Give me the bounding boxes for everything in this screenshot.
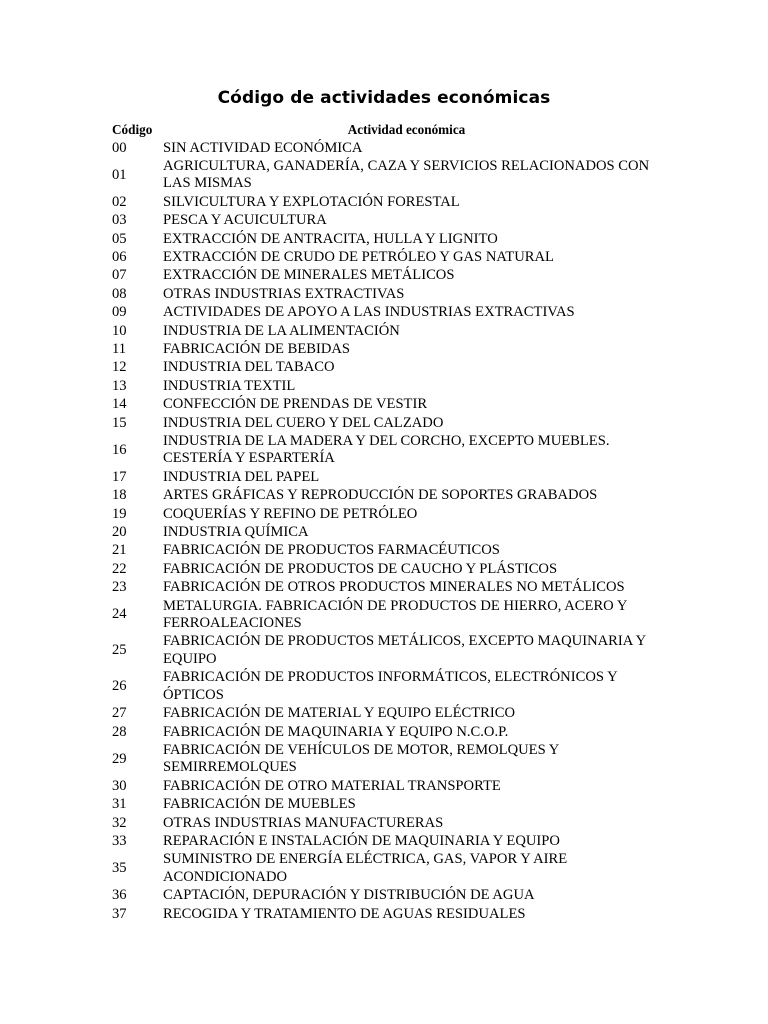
- activity-code: 18: [112, 487, 127, 504]
- activity-code: 36: [112, 887, 127, 904]
- activity-code: 26: [112, 677, 127, 694]
- activity-description: INDUSTRIA DE LA MADERA Y DEL CORCHO, EXCEPTO MUEBLES. CESTERÍA Y ESPARTERÍA: [163, 433, 610, 467]
- activity-description: OTRAS INDUSTRIAS MANUFACTURERAS: [163, 814, 444, 831]
- activity-description: OTRAS INDUSTRIAS EXTRACTIVAS: [163, 285, 405, 302]
- table-row: [112, 285, 672, 303]
- activity-code: 06: [112, 248, 127, 265]
- table-row: [112, 377, 672, 395]
- table-row: [112, 814, 672, 832]
- activity-description: CAPTACIÓN, DEPURACIÓN Y DISTRIBUCIÓN DE AGUA: [163, 887, 535, 904]
- table-row: [112, 193, 672, 211]
- activity-code: 10: [112, 322, 127, 339]
- table-row: [112, 669, 672, 705]
- activity-code: 21: [112, 542, 127, 559]
- activity-column-header: Actividad económica: [347, 122, 466, 137]
- activity-code: 20: [112, 524, 127, 541]
- table-row: [112, 851, 672, 887]
- activity-code: 28: [112, 723, 127, 740]
- activity-description: RECOGIDA Y TRATAMIENTO DE AGUAS RESIDUALES: [163, 905, 526, 922]
- table-row: [112, 723, 672, 741]
- activity-code: 22: [112, 560, 127, 577]
- activity-description: ARTES GRÁFICAS Y REPRODUCCIÓN DE SOPORTES GRABADOS: [163, 487, 598, 504]
- table-row: [112, 524, 672, 542]
- document-title: Código de actividades económicas: [217, 88, 551, 108]
- table-row: [112, 505, 672, 523]
- activity-code: 01: [112, 166, 127, 183]
- activity-description: EXTRACCIÓN DE CRUDO DE PETRÓLEO Y GAS NATURAL: [163, 248, 554, 265]
- table-row: [112, 304, 672, 322]
- activity-code: 11: [112, 340, 127, 357]
- table-row: [112, 597, 672, 633]
- activity-description: FABRICACIÓN DE PRODUCTOS DE CAUCHO Y PLÁSTICOS: [163, 560, 558, 577]
- activity-code: 16: [112, 441, 127, 458]
- activity-description: PESCA Y ACUICULTURA: [163, 212, 327, 229]
- activity-code: 19: [112, 505, 127, 522]
- activity-code: 13: [112, 377, 127, 394]
- activity-code: 03: [112, 212, 127, 229]
- activity-description: INDUSTRIA QUÍMICA: [163, 524, 309, 541]
- activity-description: INDUSTRIA DE LA ALIMENTACIÓN: [163, 322, 400, 339]
- activity-code: 14: [112, 396, 127, 413]
- table-row: [112, 359, 672, 377]
- table-row: [112, 887, 672, 905]
- activity-code: 35: [112, 860, 127, 877]
- activity-code: 09: [112, 304, 127, 321]
- activity-description: FABRICACIÓN DE PRODUCTOS METÁLICOS, EXCEPTO MAQUINARIA Y EQUIPO: [163, 633, 646, 667]
- table-row: [112, 560, 672, 578]
- activity-description: FABRICACIÓN DE OTROS PRODUCTOS MINERALES NO METÁLICOS: [163, 579, 625, 596]
- table-row: [112, 777, 672, 795]
- activity-description: FABRICACIÓN DE PRODUCTOS FARMACÉUTICOS: [163, 542, 500, 559]
- table-row: [112, 212, 672, 230]
- table-row: [112, 157, 672, 193]
- activity-code: 27: [112, 705, 127, 722]
- activity-description: EXTRACCIÓN DE MINERALES METÁLICOS: [163, 267, 455, 284]
- activity-code: 24: [112, 606, 127, 623]
- activity-code: 07: [112, 267, 127, 284]
- activity-description: SILVICULTURA Y EXPLOTACIÓN FORESTAL: [163, 193, 460, 210]
- activity-code: 37: [112, 905, 127, 922]
- activity-description: REPARACIÓN E INSTALACIÓN DE MAQUINARIA Y EQUIPO: [163, 832, 560, 849]
- activity-description: ACTIVIDADES DE APOYO A LAS INDUSTRIAS EXTRACTIVAS: [163, 304, 575, 321]
- activity-description: FABRICACIÓN DE VEHÍCULOS DE MOTOR, REMOLQUES Y SEMIRREMOLQUES: [163, 741, 559, 776]
- activity-code: 31: [112, 796, 127, 813]
- activity-description: INDUSTRIA DEL PAPEL: [163, 468, 320, 485]
- activity-code: 02: [112, 193, 127, 210]
- activity-code: 23: [112, 579, 127, 596]
- activity-description: INDUSTRIA DEL CUERO Y DEL CALZADO: [163, 414, 444, 431]
- table-header-row: [112, 121, 672, 139]
- activity-description: FABRICACIÓN DE MATERIAL Y EQUIPO ELÉCTRICO: [163, 705, 515, 722]
- table-row: [112, 267, 672, 285]
- table-row: [112, 414, 672, 432]
- table-row: [112, 832, 672, 850]
- activity-description: AGRICULTURA, GANADERÍA, CAZA Y SERVICIOS RELACIONADOS CON LAS MISMAS: [163, 157, 650, 192]
- activity-description: FABRICACIÓN DE BEBIDAS: [163, 340, 351, 357]
- activity-description: FABRICACIÓN DE MUEBLES: [163, 796, 356, 813]
- table-row: [112, 340, 672, 358]
- activity-code: 17: [112, 468, 127, 485]
- table-row: [112, 487, 672, 505]
- activity-code: 15: [112, 414, 127, 431]
- activity-code: 25: [112, 642, 127, 659]
- activity-description: METALURGIA. FABRICACIÓN DE PRODUCTOS DE HIERRO, ACERO Y FERROALEACIONES: [163, 597, 627, 632]
- table-row: [112, 396, 672, 414]
- table-row: [112, 796, 672, 814]
- table-row: [112, 633, 672, 669]
- activity-code: 33: [112, 832, 127, 849]
- activity-description: INDUSTRIA DEL TABACO: [163, 359, 335, 376]
- activity-description: INDUSTRIA TEXTIL: [163, 377, 296, 394]
- activity-codes-table: [112, 121, 672, 923]
- activity-description: FABRICACIÓN DE PRODUCTOS INFORMÁTICOS, ELECTRÓNICOS Y ÓPTICOS: [163, 669, 618, 703]
- activity-code: 30: [112, 777, 127, 794]
- table-row: [112, 542, 672, 560]
- activity-code: 29: [112, 750, 127, 767]
- activity-description: COQUERÍAS Y REFINO DE PETRÓLEO: [163, 505, 418, 522]
- activity-code: 05: [112, 230, 127, 247]
- activity-description: CONFECCIÓN DE PRENDAS DE VESTIR: [163, 396, 428, 413]
- activity-description: FABRICACIÓN DE MAQUINARIA Y EQUIPO N.C.O.P.: [163, 723, 509, 740]
- table-row: [112, 905, 672, 923]
- activity-description: FABRICACIÓN DE OTRO MATERIAL TRANSPORTE: [163, 777, 501, 794]
- activity-code: 12: [112, 359, 127, 376]
- activity-description: SIN ACTIVIDAD ECONÓMICA: [163, 139, 363, 156]
- activity-code: 08: [112, 285, 127, 302]
- table-row: [112, 705, 672, 723]
- code-column-header: Código: [112, 122, 153, 137]
- activity-description: EXTRACCIÓN DE ANTRACITA, HULLA Y LIGNITO: [163, 230, 498, 247]
- table-row: [112, 468, 672, 486]
- table-row: [112, 139, 672, 157]
- activity-code: 32: [112, 814, 127, 831]
- table-row: [112, 433, 672, 469]
- activity-code: 00: [112, 139, 127, 156]
- table-row: [112, 322, 672, 340]
- activity-description: SUMINISTRO DE ENERGÍA ELÉCTRICA, GAS, VAPOR Y AIRE ACONDICIONADO: [163, 851, 568, 885]
- table-row: [112, 579, 672, 597]
- table-row: [112, 248, 672, 266]
- table-row: [112, 230, 672, 248]
- table-body: [112, 139, 672, 923]
- table-row: [112, 741, 672, 777]
